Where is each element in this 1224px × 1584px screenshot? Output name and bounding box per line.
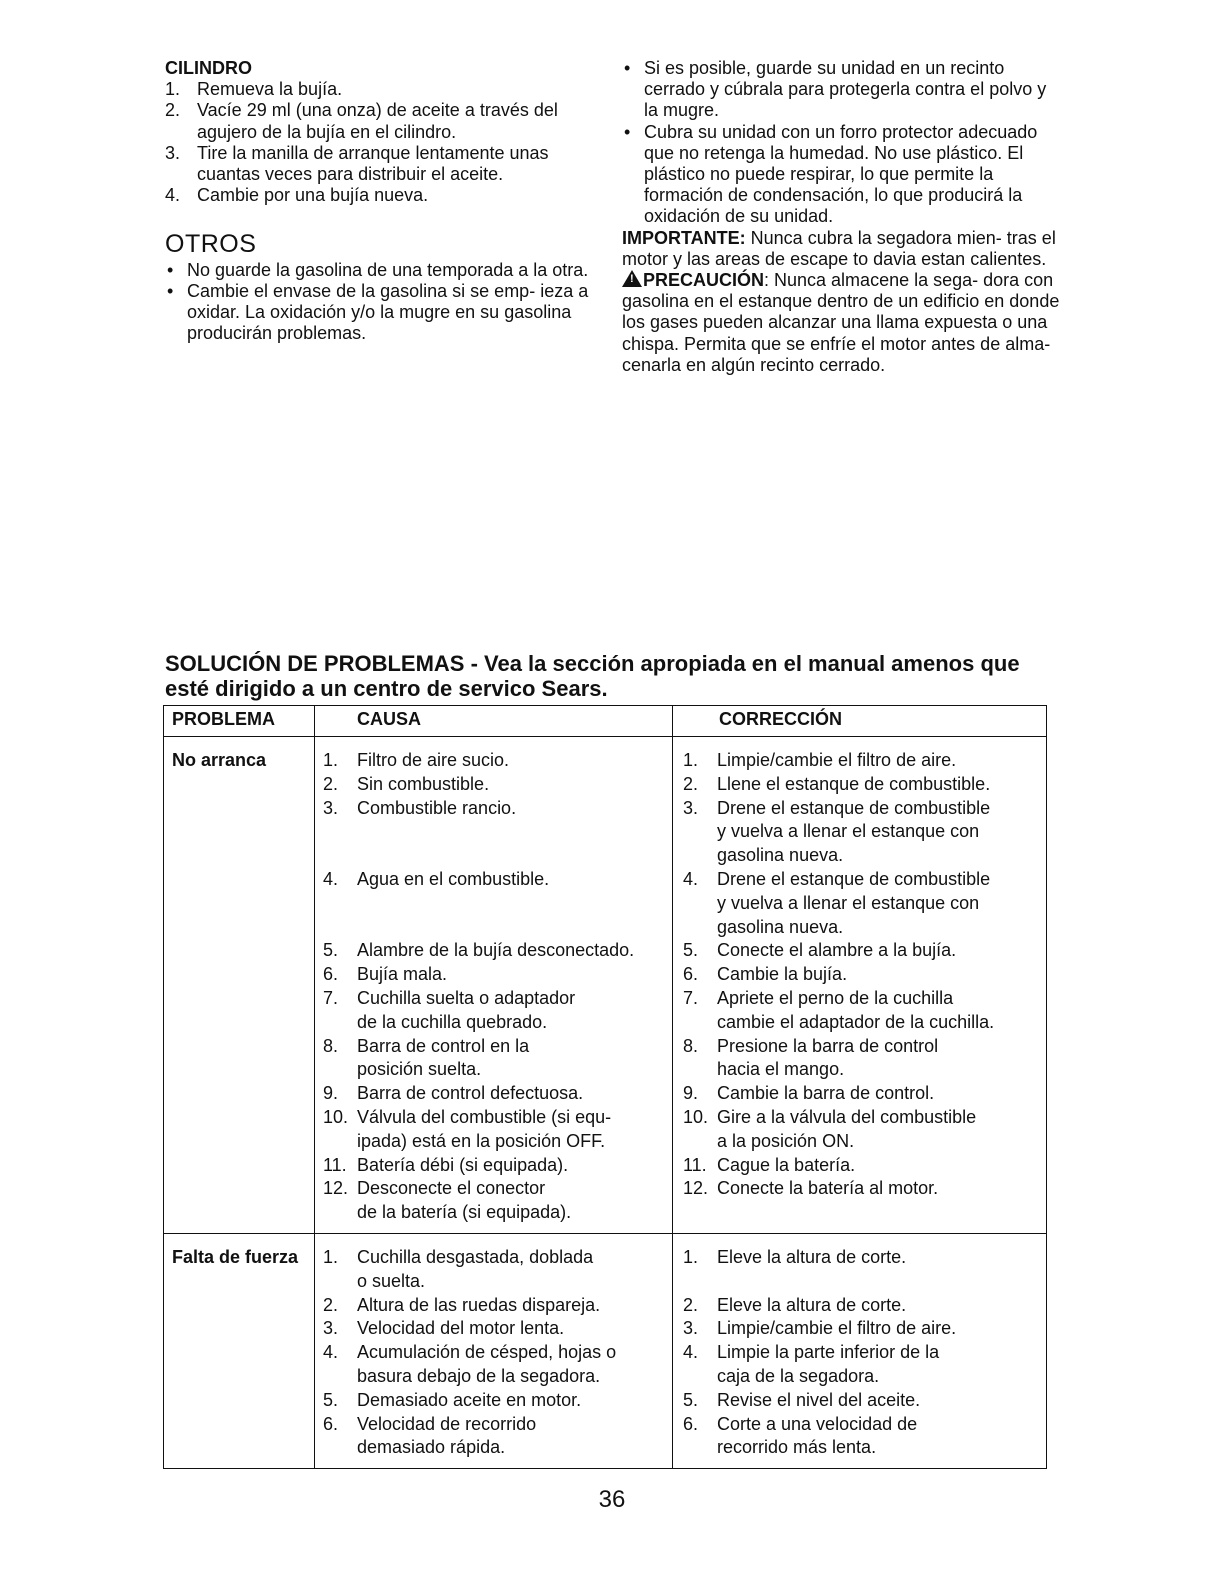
item-number: 4. xyxy=(323,1342,339,1363)
list-item xyxy=(323,1341,672,1365)
item-text: Drene el estanque de combustible xyxy=(717,868,991,889)
item-text: Velocidad del motor lenta. xyxy=(357,1318,565,1339)
list-item xyxy=(323,1058,672,1082)
item-text: Limpie/cambie el filtro de aire. xyxy=(717,750,957,770)
item-text: y vuelva a llenar el estanque con xyxy=(717,821,980,842)
item-number: 2. xyxy=(323,773,339,794)
item-text: Altura de las ruedas dispareja. xyxy=(357,1294,601,1315)
item-number: 6. xyxy=(683,964,699,985)
item-text: posición suelta. xyxy=(357,1059,482,1080)
item-text: demasiado rápida. xyxy=(357,1437,506,1458)
table-header-row xyxy=(164,706,1047,737)
item-text: Eleve la altura de corte. xyxy=(717,1246,907,1267)
list-item xyxy=(323,939,672,963)
item-text: Desconecte el conector xyxy=(357,1178,546,1199)
item-number: 5. xyxy=(323,940,339,961)
otros-heading: OTROS xyxy=(165,230,257,259)
list-item xyxy=(323,773,672,797)
importante-note xyxy=(622,228,1062,270)
item-text: Limpie la parte inferior de la xyxy=(717,1342,940,1363)
correccion-cell xyxy=(673,737,1047,1234)
item-number: 12. xyxy=(683,1178,709,1199)
item-text: Demasiado aceite en motor. xyxy=(357,1389,582,1410)
item-text: Filtro de aire sucio. xyxy=(357,750,510,770)
item-text: Bujía mala. xyxy=(357,964,448,985)
list-item xyxy=(683,1436,1046,1460)
item-text: a la posición ON. xyxy=(717,1130,855,1151)
list-item xyxy=(683,1201,1046,1225)
otros-bullets xyxy=(165,260,600,345)
list-item xyxy=(323,1413,672,1437)
list-item xyxy=(323,1294,672,1318)
causa-cell xyxy=(315,737,673,1234)
list-item xyxy=(683,987,1046,1011)
item-text: ipada) está en la posición OFF. xyxy=(357,1130,606,1151)
item-text: Acumulación de césped, hojas o xyxy=(357,1342,617,1363)
troubleshooting-title: SOLUCIÓN DE PROBLEMAS - Vea la sección apropiada en el manual amenos que esté dirigido a un centro de servico Sears. xyxy=(165,651,1020,701)
item-number: 9. xyxy=(683,1083,699,1104)
item-text: basura debajo de la segadora. xyxy=(357,1365,601,1386)
item-text: Llene el estanque de combustible. xyxy=(717,773,991,794)
causas-list xyxy=(323,749,672,1225)
item-number: 5. xyxy=(683,1389,699,1410)
list-item xyxy=(683,1106,1046,1130)
item-number: 3. xyxy=(323,797,339,818)
list-item xyxy=(323,1436,672,1460)
item-number: 10. xyxy=(683,1106,709,1127)
correcciones-list xyxy=(683,1246,1046,1460)
table-body xyxy=(164,737,1047,1469)
list-item xyxy=(683,916,1046,940)
list-item xyxy=(683,892,1046,916)
list-item xyxy=(323,1130,672,1154)
item-number: 11. xyxy=(323,1154,347,1175)
list-item xyxy=(683,939,1046,963)
item-text: hacia el mango. xyxy=(717,1059,845,1080)
table-row xyxy=(164,737,1047,1234)
list-item xyxy=(323,820,672,844)
correccion-cell xyxy=(673,1233,1047,1468)
item-text: Cague la batería. xyxy=(717,1154,856,1175)
list-item xyxy=(683,1177,1046,1201)
item-text: Eleve la altura de corte. xyxy=(717,1294,907,1315)
list-item xyxy=(683,1389,1046,1413)
list-item xyxy=(323,1011,672,1035)
item-text: Drene el estanque de combustible xyxy=(717,797,991,818)
list-item xyxy=(323,1365,672,1389)
item-text: de la batería (si equipada). xyxy=(357,1202,572,1223)
item-number: 2. xyxy=(683,1294,699,1315)
item-text: Batería débi (si equipada). xyxy=(357,1154,569,1175)
importante-label: IMPORTANTE: xyxy=(622,227,746,248)
item-text: Barra de control defectuosa. xyxy=(357,1083,584,1104)
item-text: Cuchilla suelta o adaptador xyxy=(357,987,576,1008)
item-number: 6. xyxy=(323,1413,339,1434)
list-item xyxy=(323,1246,672,1270)
storage-bullets xyxy=(622,58,1062,228)
list-item xyxy=(683,1082,1046,1106)
list-item xyxy=(683,1058,1046,1082)
item-number: 11. xyxy=(683,1154,707,1175)
list-item xyxy=(323,1201,672,1225)
item-text: Limpie/cambie el filtro de aire. xyxy=(717,1318,957,1339)
item-text: Barra de control en la xyxy=(357,1035,530,1056)
precaucion-text: : Nunca almacene la sega- dora con gasolina en el estanque dentro de un edificio en donde los gases pueden alcanzar una llama expuesta o una chispa. Permita que se enfríe el motor antes de alma-cenarla en algún recinto cerrado. xyxy=(622,270,1060,375)
correcciones-list xyxy=(683,749,1046,1225)
item-text: y vuelva a llenar el estanque con xyxy=(717,892,980,913)
item-text: gasolina nueva. xyxy=(717,916,844,937)
list-item xyxy=(323,868,672,892)
item-text: Sin combustible. xyxy=(357,773,490,794)
item-number: 1. xyxy=(323,1246,339,1267)
list-item xyxy=(683,1365,1046,1389)
list-item xyxy=(323,1082,672,1106)
list-item xyxy=(323,987,672,1011)
item-number: 10. xyxy=(323,1106,349,1127)
list-item xyxy=(683,820,1046,844)
item-number: 3. xyxy=(323,1318,339,1339)
item-number: 8. xyxy=(683,1035,699,1056)
item-number: 9. xyxy=(323,1083,339,1104)
item-text: recorrido más lenta. xyxy=(717,1437,877,1458)
item-number: 5. xyxy=(683,940,699,961)
list-item: • Cambie el envase de la gasolina si se emp- ieza a oxidar. La oxidación y/o la mugre en su gasolina producirán problemas. xyxy=(165,281,600,345)
list-item xyxy=(683,1341,1046,1365)
item-number: 4. xyxy=(323,868,339,889)
item-text: cambie el adaptador de la cuchilla. xyxy=(717,1011,995,1032)
list-item xyxy=(683,844,1046,868)
list-item xyxy=(323,1177,672,1201)
list-item xyxy=(683,773,1046,797)
item-number: 12. xyxy=(323,1178,349,1199)
list-item xyxy=(323,749,672,773)
item-text: Apriete el perno de la cuchilla xyxy=(717,987,954,1008)
item-text: Revise el nivel del aceite. xyxy=(717,1389,921,1410)
list-item xyxy=(683,1246,1046,1270)
list-item xyxy=(323,1106,672,1130)
item-text: Conecte el alambre a la bujía. xyxy=(717,940,957,961)
list-item xyxy=(323,1270,672,1294)
list-item: 2. Vacíe 29 ml (una onza) de aceite a través del agujero de la bujía en el cilindro. xyxy=(165,100,558,142)
item-text: Velocidad de recorrido xyxy=(357,1413,537,1434)
list-item xyxy=(683,1130,1046,1154)
item-number: 1. xyxy=(683,1246,699,1267)
item-text: gasolina nueva. xyxy=(717,845,844,866)
list-item: • Si es posible, guarde su unidad en un recinto cerrado y cúbrala para protegerla contra el polvo y la mugre. xyxy=(622,58,1062,122)
item-number: 4. xyxy=(683,1342,699,1363)
item-number: 6. xyxy=(323,964,339,985)
item-number: 4. xyxy=(683,868,699,889)
list-item xyxy=(683,749,1046,773)
list-item xyxy=(683,1035,1046,1059)
item-number: 2. xyxy=(683,773,699,794)
item-text: Presione la barra de control xyxy=(717,1035,939,1056)
causa-cell xyxy=(315,1233,673,1468)
cilindro-heading: CILINDRO xyxy=(165,58,252,78)
item-number: 2. xyxy=(323,1294,339,1315)
causas-list xyxy=(323,1246,672,1460)
item-number: 7. xyxy=(683,987,699,1008)
list-item xyxy=(323,916,672,940)
item-text: Corte a una velocidad de xyxy=(717,1413,918,1434)
list-item xyxy=(323,1035,672,1059)
problema-cell: Falta de fuerza xyxy=(164,1233,315,1468)
item-text: Conecte la batería al motor. xyxy=(717,1178,939,1199)
list-item: 4. Cambie por una bujía nueva. xyxy=(165,185,429,206)
item-text: caja de la segadora. xyxy=(717,1365,880,1386)
list-item xyxy=(683,1011,1046,1035)
item-text: Gire a la válvula del combustible xyxy=(717,1106,977,1127)
item-number: 1. xyxy=(683,750,699,770)
list-item xyxy=(323,844,672,868)
list-item: • No guarde la gasolina de una temporada a la otra. xyxy=(165,260,600,281)
item-text: Agua en el combustible. xyxy=(357,868,550,889)
item-number: 3. xyxy=(683,1318,699,1339)
item-text: Válvula del combustible (si equ- xyxy=(357,1106,612,1127)
list-item xyxy=(323,1389,672,1413)
item-text: Combustible rancio. xyxy=(357,797,517,818)
problema-cell: No arranca xyxy=(164,737,315,1234)
precaucion-note xyxy=(622,270,1062,376)
list-item xyxy=(683,797,1046,821)
troubleshooting-table xyxy=(163,705,1047,1469)
cilindro-steps xyxy=(165,79,600,206)
item-number: 8. xyxy=(323,1035,339,1056)
item-number: 6. xyxy=(683,1413,699,1434)
list-item: 1. Remueva la bujía. xyxy=(165,79,343,100)
column-header-correccion: CORRECCIÓN xyxy=(673,706,1047,737)
list-item: 3. Tire la manilla de arranque lentamente unas cuantas veces para distribuir el aceite. xyxy=(165,142,549,185)
warning-triangle-icon: ! xyxy=(622,270,642,287)
item-number: 1. xyxy=(323,750,339,770)
item-text: Cambie la barra de control. xyxy=(717,1083,935,1104)
item-text: Cambie la bujía. xyxy=(717,964,848,985)
right-column xyxy=(622,58,1062,376)
list-item xyxy=(683,1154,1046,1178)
list-item: • Cubra su unidad con un forro protector adecuado que no retenga la humedad. No use plástico. El plástico no puede respirar, lo que permite la formación de condensación, lo que producirá la oxidación de su unidad. xyxy=(622,122,1062,228)
list-item xyxy=(323,963,672,987)
item-text: Cuchilla desgastada, doblada xyxy=(357,1246,594,1267)
column-header-causa: CAUSA xyxy=(315,706,673,737)
importante-text: Nunca cubra la segadora mien- tras el motor y las areas de escape to davia estan calientes. xyxy=(622,227,1056,269)
list-item xyxy=(683,1294,1046,1318)
list-item xyxy=(323,1154,672,1178)
item-number: 7. xyxy=(323,987,339,1008)
list-item xyxy=(683,1270,1046,1294)
list-item xyxy=(323,892,672,916)
list-item xyxy=(683,1413,1046,1437)
item-text: o suelta. xyxy=(357,1270,426,1291)
list-item xyxy=(683,963,1046,987)
item-text: Alambre de la bujía desconectado. xyxy=(357,940,635,961)
table-row xyxy=(164,1233,1047,1468)
list-item xyxy=(683,868,1046,892)
column-header-problema: PROBLEMA xyxy=(164,706,315,737)
item-text: de la cuchilla quebrado. xyxy=(357,1011,548,1032)
page-number: 36 xyxy=(598,1486,626,1513)
item-number: 3. xyxy=(683,797,699,818)
list-item xyxy=(323,797,672,821)
item-number: 5. xyxy=(323,1389,339,1410)
left-column xyxy=(165,58,600,344)
list-item xyxy=(683,1317,1046,1341)
list-item xyxy=(323,1317,672,1341)
precaucion-label: PRECAUCIÓN xyxy=(643,270,765,291)
